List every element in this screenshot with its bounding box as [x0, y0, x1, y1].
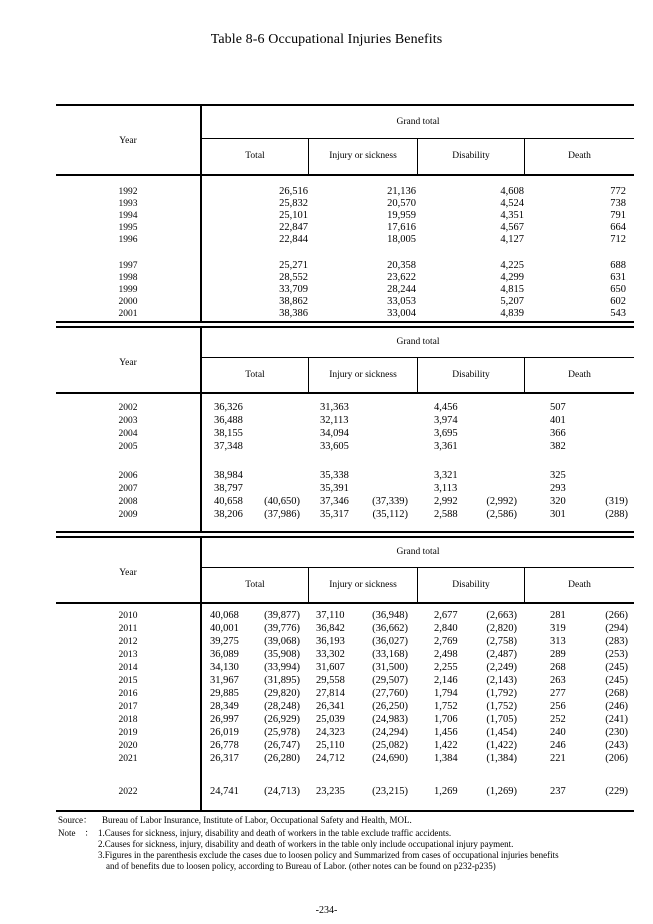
year-cell: 2022 [118, 787, 138, 797]
injury-cell: 37,110 [316, 610, 345, 621]
total-cell: 26,019 [210, 727, 239, 738]
year-cell: 2020 [118, 741, 138, 751]
disability-header: Disability [418, 139, 525, 174]
table-row [56, 727, 634, 739]
total-paren-cell: (37,986) [264, 509, 300, 520]
death-cell: 738 [610, 198, 626, 209]
table-row [56, 483, 634, 495]
disability-paren-cell: (1,269) [486, 786, 517, 797]
total-paren-cell: (26,747) [264, 740, 300, 751]
disability-cell: 2,588 [434, 509, 458, 520]
disability-cell: 4,299 [500, 272, 524, 283]
disability-cell: 2,840 [434, 623, 458, 634]
death-cell: 268 [550, 662, 566, 673]
death-cell: 240 [550, 727, 566, 738]
total-cell: 38,984 [214, 470, 243, 481]
injury-cell: 23,235 [316, 786, 345, 797]
table-row [56, 675, 634, 687]
disability-cell: 4,524 [500, 198, 524, 209]
disability-cell: 4,225 [500, 260, 524, 271]
total-cell: 36,089 [210, 649, 239, 660]
injury-cell: 31,363 [320, 402, 349, 413]
grand-total-header: Grand total [202, 538, 634, 568]
note-label: Note ： [58, 828, 94, 838]
death-cell: 319 [550, 623, 566, 634]
death-cell: 664 [610, 222, 626, 233]
total-paren-cell: (28,248) [264, 701, 300, 712]
death-cell: 631 [610, 272, 626, 283]
total-cell: 33,709 [279, 284, 308, 295]
death-cell: 602 [610, 296, 626, 307]
death-paren-cell: (268) [605, 688, 628, 699]
death-paren-cell: (206) [605, 753, 628, 764]
death-cell: 401 [550, 415, 566, 426]
total-cell: 36,488 [214, 415, 243, 426]
table-row [56, 496, 634, 508]
disability-paren-cell: (1,422) [486, 740, 517, 751]
disability-cell: 3,361 [434, 441, 458, 452]
injury-paren-cell: (27,760) [372, 688, 408, 699]
total-cell: 38,862 [279, 296, 308, 307]
year-cell: 2015 [118, 676, 138, 686]
year-cell: 2017 [118, 702, 138, 712]
injury-cell: 28,244 [387, 284, 416, 295]
table-row [56, 234, 634, 246]
disability-cell: 4,127 [500, 234, 524, 245]
table-row [56, 308, 634, 320]
injury-paren-cell: (36,662) [372, 623, 408, 634]
year-header-cell [56, 106, 202, 174]
total-paren-cell: (24,713) [264, 786, 300, 797]
disability-paren-cell: (2,663) [486, 610, 517, 621]
injury-cell: 20,358 [387, 260, 416, 271]
injury-paren-cell: (36,027) [372, 636, 408, 647]
disability-cell: 1,752 [434, 701, 458, 712]
total-cell: 22,847 [279, 222, 308, 233]
total-cell: 40,001 [210, 623, 239, 634]
year-cell: 2008 [118, 497, 138, 507]
table-row [56, 786, 634, 798]
death-header: Death [568, 370, 591, 380]
total-cell: 28,349 [210, 701, 239, 712]
year-header: Year [119, 136, 137, 146]
year-cell: 2014 [118, 663, 138, 673]
death-cell: 712 [610, 234, 626, 245]
injury-cell: 24,712 [316, 753, 345, 764]
injury-paren-cell: (37,339) [372, 496, 408, 507]
table-row [56, 210, 634, 222]
table-row [56, 740, 634, 752]
year-cell: 2016 [118, 689, 138, 699]
table-row [56, 260, 634, 272]
year-cell: 2021 [118, 754, 138, 764]
death-cell: 650 [610, 284, 626, 295]
year-column-divider [200, 392, 202, 532]
total-cell: 31,967 [210, 675, 239, 686]
table-row [56, 222, 634, 234]
injury-cell: 25,039 [316, 714, 345, 725]
disability-cell: 2,677 [434, 610, 458, 621]
injury-paren-cell: (35,112) [372, 509, 408, 520]
death-cell: 543 [610, 308, 626, 319]
disability-cell: 1,269 [434, 786, 458, 797]
injury-cell: 19,959 [387, 210, 416, 221]
disability-paren-cell: (2,758) [486, 636, 517, 647]
year-cell: 2019 [118, 728, 138, 738]
disability-paren-cell: (1,454) [486, 727, 517, 738]
disability-cell: 1,794 [434, 688, 458, 699]
note-1: 1.Causes for sickness, injury, disability and death of workers in the table exclude traffic accidents. [98, 828, 452, 838]
disability-cell: 2,769 [434, 636, 458, 647]
injury-paren-cell: (25,082) [372, 740, 408, 751]
table-row [56, 662, 634, 674]
table-section-2002-2009 [56, 326, 634, 520]
disability-paren-cell: (1,752) [486, 701, 517, 712]
source-text: Bureau of Labor Insurance, Institute of Labor, Occupational Safety and Health, MOL. [102, 815, 412, 825]
disability-cell: 1,422 [434, 740, 458, 751]
grand-total-header: Grand total [202, 328, 634, 358]
injury-paren-cell: (33,168) [372, 649, 408, 660]
total-paren-cell: (39,776) [264, 623, 300, 634]
total-cell: 28,552 [279, 272, 308, 283]
injury-header: Injury or sickness [309, 358, 418, 392]
injury-cell: 33,053 [387, 296, 416, 307]
total-cell: 26,778 [210, 740, 239, 751]
year-cell: 2012 [118, 637, 138, 647]
disability-cell: 3,113 [434, 483, 458, 494]
table-row [56, 623, 634, 635]
total-cell: 29,885 [210, 688, 239, 699]
death-cell: 791 [610, 210, 626, 221]
year-cell: 2007 [118, 484, 138, 494]
table-row [56, 688, 634, 700]
year-cell: 1999 [118, 285, 138, 295]
disability-paren-cell: (2,143) [486, 675, 517, 686]
death-paren-cell: (294) [605, 623, 628, 634]
disability-cell: 4,456 [434, 402, 458, 413]
death-cell: 293 [550, 483, 566, 494]
table-header [56, 536, 634, 604]
disability-cell: 1,456 [434, 727, 458, 738]
injury-paren-cell: (36,948) [372, 610, 408, 621]
death-header: Death [568, 151, 591, 161]
year-cell: 1994 [118, 211, 138, 221]
table-row [56, 272, 634, 284]
death-paren-cell: (245) [605, 675, 628, 686]
year-cell: 1996 [118, 235, 138, 245]
death-cell: 301 [550, 509, 566, 520]
total-paren-cell: (35,908) [264, 649, 300, 660]
disability-cell: 4,815 [500, 284, 524, 295]
table-row [56, 402, 634, 414]
table-bottom-rule [56, 810, 634, 812]
death-cell: 237 [550, 786, 566, 797]
table-row [56, 509, 634, 521]
year-header: Year [119, 568, 137, 578]
disability-header: Disability [418, 358, 525, 392]
injury-cell: 17,616 [387, 222, 416, 233]
injury-cell: 35,317 [320, 509, 349, 520]
injury-cell: 23,622 [387, 272, 416, 283]
table-row [56, 714, 634, 726]
table-row [56, 610, 634, 622]
disability-cell: 4,351 [500, 210, 524, 221]
injury-paren-cell: (31,500) [372, 662, 408, 673]
death-paren-cell: (253) [605, 649, 628, 660]
death-cell: 289 [550, 649, 566, 660]
injury-cell: 25,110 [316, 740, 345, 751]
source-label: Source： [58, 815, 92, 825]
death-paren-cell: (266) [605, 610, 628, 621]
total-cell: 39,275 [210, 636, 239, 647]
table-header [56, 326, 634, 394]
note-3-continued: and of benefits due to loosen policy, according to Bureau of Labor. (other notes can be found on p232-p235) [106, 861, 496, 871]
total-header: Total [202, 568, 309, 602]
total-cell: 24,741 [210, 786, 239, 797]
death-cell: 281 [550, 610, 566, 621]
total-cell: 38,155 [214, 428, 243, 439]
total-paren-cell: (29,820) [264, 688, 300, 699]
year-cell: 1997 [118, 261, 138, 271]
total-cell: 38,206 [214, 509, 243, 520]
table-row [56, 198, 634, 210]
table-section-1992-2001 [56, 104, 634, 319]
table-row [56, 284, 634, 296]
total-paren-cell: (39,068) [264, 636, 300, 647]
year-cell: 2011 [118, 624, 138, 634]
death-cell: 382 [550, 441, 566, 452]
disability-cell: 5,207 [500, 296, 524, 307]
year-cell: 2018 [118, 715, 138, 725]
injury-cell: 33,605 [320, 441, 349, 452]
death-paren-cell: (229) [605, 786, 628, 797]
death-header: Death [568, 580, 591, 590]
injury-cell: 31,607 [316, 662, 345, 673]
injury-cell: 26,341 [316, 701, 345, 712]
death-cell: 263 [550, 675, 566, 686]
total-paren-cell: (25,978) [264, 727, 300, 738]
table-row [56, 186, 634, 198]
disability-cell: 2,146 [434, 675, 458, 686]
disability-cell: 1,706 [434, 714, 458, 725]
disability-paren-cell: (2,487) [486, 649, 517, 660]
death-cell: 221 [550, 753, 566, 764]
year-cell: 2000 [118, 297, 138, 307]
death-paren-cell: (288) [605, 509, 628, 520]
injury-paren-cell: (23,215) [372, 786, 408, 797]
table-row [56, 441, 634, 453]
total-cell: 26,317 [210, 753, 239, 764]
death-paren-cell: (230) [605, 727, 628, 738]
year-header-cell [56, 538, 202, 602]
year-cell: 2013 [118, 650, 138, 660]
death-cell: 688 [610, 260, 626, 271]
total-cell: 34,130 [210, 662, 239, 673]
death-cell: 277 [550, 688, 566, 699]
injury-cell: 34,094 [320, 428, 349, 439]
injury-cell: 21,136 [387, 186, 416, 197]
injury-cell: 18,005 [387, 234, 416, 245]
table-row [56, 470, 634, 482]
disability-paren-cell: (2,249) [486, 662, 517, 673]
total-cell: 26,516 [279, 186, 308, 197]
total-cell: 40,658 [214, 496, 243, 507]
year-cell: 2002 [118, 403, 138, 413]
injury-cell: 37,346 [320, 496, 349, 507]
year-cell: 2005 [118, 442, 138, 452]
disability-paren-cell: (2,586) [486, 509, 517, 520]
total-cell: 36,326 [214, 402, 243, 413]
table-header [56, 104, 634, 176]
death-paren-cell: (241) [605, 714, 628, 725]
disability-paren-cell: (1,705) [486, 714, 517, 725]
table-row [56, 428, 634, 440]
disability-cell: 2,255 [434, 662, 458, 673]
year-cell: 1998 [118, 273, 138, 283]
death-cell: 325 [550, 470, 566, 481]
injury-paren-cell: (24,294) [372, 727, 408, 738]
total-paren-cell: (40,650) [264, 496, 300, 507]
death-paren-cell: (283) [605, 636, 628, 647]
disability-cell: 4,608 [500, 186, 524, 197]
disability-paren-cell: (1,792) [486, 688, 517, 699]
total-paren-cell: (26,929) [264, 714, 300, 725]
disability-paren-cell: (2,820) [486, 623, 517, 634]
injury-cell: 32,113 [320, 415, 349, 426]
death-paren-cell: (243) [605, 740, 628, 751]
table-row [56, 649, 634, 661]
year-cell: 2004 [118, 429, 138, 439]
injury-cell: 36,193 [316, 636, 345, 647]
table-row [56, 636, 634, 648]
page-number: -234- [315, 905, 338, 916]
total-cell: 38,797 [214, 483, 243, 494]
death-paren-cell: (245) [605, 662, 628, 673]
injury-cell: 27,814 [316, 688, 345, 699]
total-header: Total [202, 139, 309, 174]
injury-paren-cell: (29,507) [372, 675, 408, 686]
total-cell: 26,997 [210, 714, 239, 725]
injury-cell: 24,323 [316, 727, 345, 738]
note-2: 2.Causes for sickness, injury, disability and death of workers in the table only include occupational injury payment. [98, 839, 514, 849]
disability-cell: 4,567 [500, 222, 524, 233]
injury-paren-cell: (24,983) [372, 714, 408, 725]
death-cell: 320 [550, 496, 566, 507]
total-cell: 38,386 [279, 308, 308, 319]
total-paren-cell: (31,895) [264, 675, 300, 686]
year-cell: 1995 [118, 223, 138, 233]
section-divider [56, 531, 634, 533]
year-cell: 1993 [118, 199, 138, 209]
table-row [56, 753, 634, 765]
year-cell: 2001 [118, 309, 138, 319]
death-cell: 256 [550, 701, 566, 712]
table-row [56, 415, 634, 427]
total-paren-cell: (33,994) [264, 662, 300, 673]
total-cell: 40,068 [210, 610, 239, 621]
year-header: Year [119, 358, 137, 368]
disability-cell: 3,695 [434, 428, 458, 439]
death-cell: 507 [550, 402, 566, 413]
death-cell: 366 [550, 428, 566, 439]
section-divider [56, 321, 634, 323]
injury-cell: 35,391 [320, 483, 349, 494]
table-row [56, 296, 634, 308]
total-cell: 25,101 [279, 210, 308, 221]
year-cell: 1992 [118, 187, 138, 197]
injury-header: Injury or sickness [309, 568, 418, 602]
disability-cell: 2,992 [434, 496, 458, 507]
year-column-divider [200, 602, 202, 810]
grand-total-header: Grand total [202, 106, 634, 139]
death-cell: 772 [610, 186, 626, 197]
death-paren-cell: (319) [605, 496, 628, 507]
injury-cell: 29,558 [316, 675, 345, 686]
injury-cell: 33,004 [387, 308, 416, 319]
total-cell: 25,271 [279, 260, 308, 271]
page-title: Table 8-6 Occupational Injuries Benefits [210, 32, 443, 47]
death-cell: 313 [550, 636, 566, 647]
injury-cell: 33,302 [316, 649, 345, 660]
year-cell: 2009 [118, 510, 138, 520]
note-3: 3.Figures in the parenthesis exclude the cases due to loosen policy and Summarized from cases of occupational injuries benefits [98, 850, 559, 860]
table-row [56, 701, 634, 713]
total-cell: 22,844 [279, 234, 308, 245]
year-cell: 2006 [118, 471, 138, 481]
injury-cell: 20,570 [387, 198, 416, 209]
injury-cell: 35,338 [320, 470, 349, 481]
injury-paren-cell: (24,690) [372, 753, 408, 764]
table-section-2010-2022 [56, 536, 634, 797]
injury-header: Injury or sickness [309, 139, 418, 174]
total-paren-cell: (39,877) [264, 610, 300, 621]
year-column-divider [200, 174, 202, 322]
year-cell: 2003 [118, 416, 138, 426]
death-cell: 252 [550, 714, 566, 725]
disability-cell: 1,384 [434, 753, 458, 764]
total-header: Total [202, 358, 309, 392]
injury-cell: 36,842 [316, 623, 345, 634]
disability-cell: 3,974 [434, 415, 458, 426]
total-cell: 37,348 [214, 441, 243, 452]
injury-paren-cell: (26,250) [372, 701, 408, 712]
death-cell: 246 [550, 740, 566, 751]
disability-paren-cell: (1,384) [486, 753, 517, 764]
disability-cell: 3,321 [434, 470, 458, 481]
disability-cell: 2,498 [434, 649, 458, 660]
disability-paren-cell: (2,992) [486, 496, 517, 507]
disability-header: Disability [418, 568, 525, 602]
death-paren-cell: (246) [605, 701, 628, 712]
total-cell: 25,832 [279, 198, 308, 209]
disability-cell: 4,839 [500, 308, 524, 319]
year-header-cell [56, 328, 202, 392]
total-paren-cell: (26,280) [264, 753, 300, 764]
year-cell: 2010 [118, 611, 138, 621]
